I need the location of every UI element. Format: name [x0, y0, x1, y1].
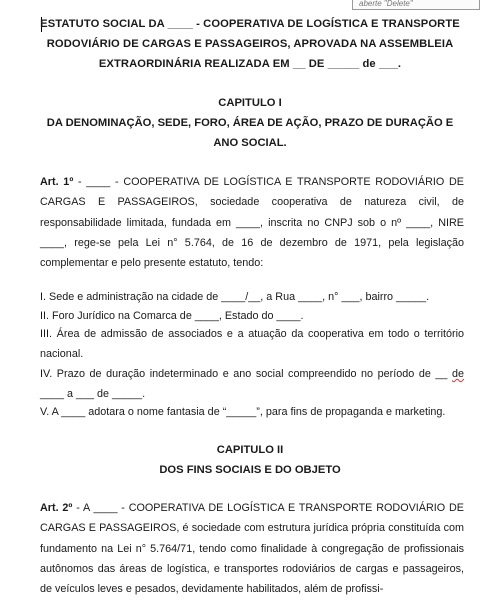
item-iii[interactable]: III. Área de admissão de associados e a atuação da cooperativa em todo o território nacional.	[40, 328, 464, 361]
title-line-1: ESTATUTO SOCIAL DA ____ - COOPERATIVA DE LOGÍSTICA E TRANSPORTE	[40, 18, 460, 30]
chapter-1-subtitle-line-1: DA DENOMINAÇÃO, SEDE, FORO, ÁREA DE AÇÃO, PRAZO DE DURAÇÃO E	[46, 117, 454, 129]
chapter-1-heading: CAPITULO I	[218, 97, 282, 109]
article-1-text: - ____ - COOPERATIVA DE LOGÍSTICA E TRANSPORTE RODOVIÁRIO DE CARGAS E PASSAGEIROS, sociedade cooperativa de natureza civil, de responsabilidade limitada, fundada em ____, inscrita no CNPJ sob o nº ____, NIRE ____, rege-se pela Lei n° 5.764, de 16 de dezembro de 1971, pela legislação complementar e pelo presente estatuto, tendo:	[40, 176, 464, 270]
article-2-label: Art. 2º	[40, 502, 73, 514]
title-line-3: EXTRAORDINÁRIA REALIZADA EM __ DE _____ de ___.	[98, 58, 402, 70]
item-ii[interactable]: II. Foro Jurídico na Comarca de ____, Estado do ____.	[40, 310, 304, 322]
item-iv-text-start: IV. Prazo de duração indeterminado e ano social compreendido no período de __	[40, 368, 452, 380]
spelling-flag[interactable]: de	[451, 368, 464, 380]
chapter-1-subtitle-line-2: ANO SOCIAL.	[213, 137, 287, 149]
chapter-2-subtitle: DOS FINS SOCIAIS E DO OBJETO	[159, 464, 341, 476]
title-line-2: RODOVIÁRIO DE CARGAS E PASSAGEIROS, APROVADA NA ASSEMBLEIA	[46, 38, 454, 50]
item-iv[interactable]	[40, 364, 464, 405]
delete-tooltip: aberte "Delete"	[352, 0, 480, 10]
article-1-paragraph[interactable]	[40, 172, 464, 273]
item-v[interactable]: V. A ____ adotara o nome fantasia de “_____”, para fins de propaganda e marketing.	[40, 406, 446, 418]
article-2-paragraph[interactable]	[40, 498, 464, 600]
document-title[interactable]	[36, 14, 464, 74]
article-2-text: - A ____ - COOPERATIVA DE LOGÍSTICA E TRANSPORTE RODOVIÁRIO DE CARGAS E PASSAGEIROS, é sociedade com estrutura jurídica própria constituída com fundamento na Lei n° 5.764/71, tendo como finalidade à congregação de profissionais autônomos das áreas de logística, e transportes rodoviários de cargas e passageiros, de veículos leves e pesados, devidamente habilitados, além de profissi-	[40, 502, 464, 596]
chapter-2-heading: CAPITULO II	[216, 444, 284, 456]
item-i[interactable]: I. Sede e administração na cidade de ____/__, a Rua ____, n° ___, bairro _____.	[40, 291, 430, 303]
item-iv-text-end: ____ a ___ de _____.	[40, 388, 146, 401]
article-1-label: Art. 1º	[40, 176, 74, 188]
